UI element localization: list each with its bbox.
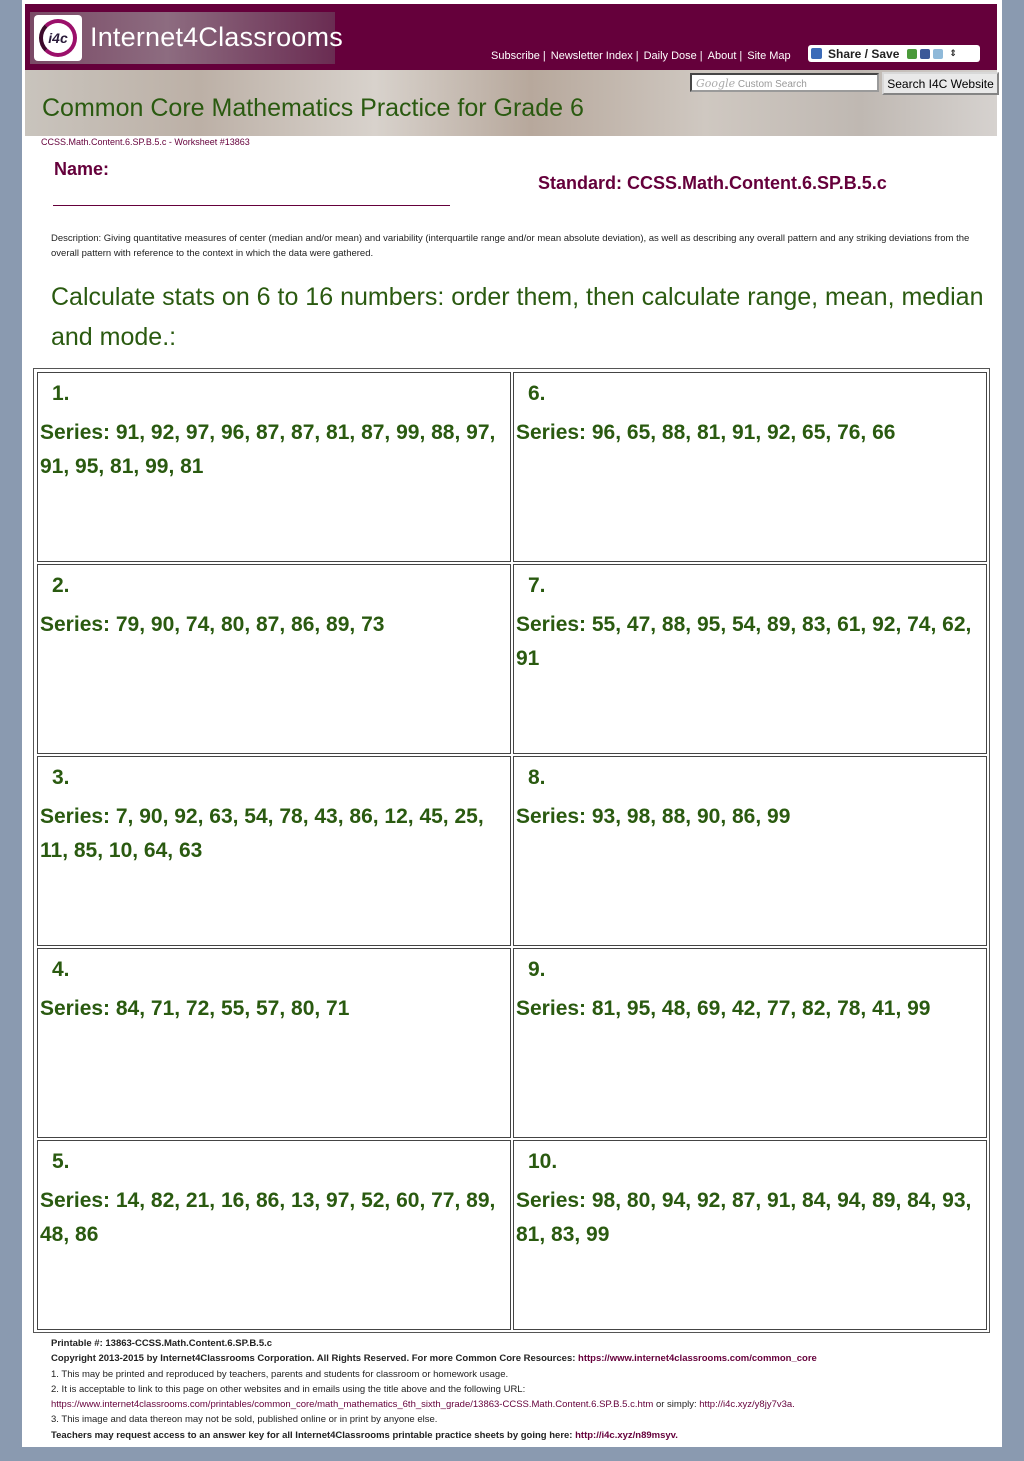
problem-cell: [513, 756, 987, 946]
answer-key-line: [51, 1428, 981, 1443]
answer-key-link[interactable]: http://i4c.xyz/n89msyv.: [575, 1429, 678, 1441]
common-core-link[interactable]: https://www.internet4classrooms.com/common_core: [578, 1353, 817, 1365]
facebook-icon[interactable]: [920, 49, 930, 59]
nav-separator: |: [542, 50, 546, 62]
top-nav: [491, 50, 791, 62]
problem-series: Series: 84, 71, 72, 55, 57, 80, 71: [40, 997, 350, 1020]
problem-cell: [513, 372, 987, 562]
problem-number: 10.: [528, 1150, 558, 1173]
problem-series: Series: 93, 98, 88, 90, 86, 99: [516, 805, 791, 828]
printable-number: Printable #: 13863-CCSS.Math.Content.6.SP.B.5.c: [51, 1338, 273, 1349]
problem-series: Series: 14, 82, 21, 16, 86, 13, 97, 52, 60, 77, 89, 48, 86: [40, 1189, 496, 1246]
worksheet-short-url[interactable]: http://i4c.xyz/y8jy7v3a.: [699, 1399, 795, 1411]
google-logo: Google: [696, 77, 736, 90]
nav-separator: |: [739, 50, 743, 62]
breadcrumb[interactable]: CCSS.Math.Content.6.SP.B.5.c - Worksheet #13863: [41, 137, 250, 147]
problem-cell: [513, 564, 987, 754]
copyright-text: Copyright 2013-2015 by Internet4Classrooms Corporation. All Rights Reserved. For more Common Core Resources:: [51, 1353, 576, 1365]
problem-series: Series: 98, 80, 94, 92, 87, 91, 84, 94, 89, 84, 93, 81, 83, 99: [516, 1189, 972, 1246]
problem-cell: [37, 756, 511, 946]
problem-number: 7.: [528, 574, 546, 597]
problem-number: 5.: [52, 1150, 70, 1173]
nav-daily-dose[interactable]: Daily Dose: [643, 50, 697, 62]
share-save-button[interactable]: [808, 45, 980, 62]
share-save-label: Share / Save: [828, 46, 900, 61]
logo-badge-icon: [34, 15, 82, 61]
nav-site-map[interactable]: Site Map: [747, 50, 791, 62]
problem-number: 2.: [52, 574, 70, 597]
problem-cell: [37, 564, 511, 754]
problem-number: 4.: [52, 958, 70, 981]
url-line: [51, 1397, 981, 1412]
twitter-icon[interactable]: [933, 49, 943, 59]
nav-newsletter-index[interactable]: Newsletter Index: [550, 50, 633, 62]
problem-grid: [33, 368, 990, 1333]
problem-cell: [37, 948, 511, 1138]
problem-cell: [513, 948, 987, 1138]
problem-cell: [37, 1140, 511, 1330]
banner: [25, 70, 997, 136]
problem-cell: [513, 1140, 987, 1330]
problem-series: Series: 7, 90, 92, 63, 54, 78, 43, 86, 12, 45, 25, 11, 85, 10, 64, 63: [40, 805, 484, 862]
logo-text: Internet4Classrooms: [90, 22, 343, 52]
problem-series: Series: 79, 90, 74, 80, 87, 86, 89, 73: [40, 613, 385, 636]
page-title: Common Core Mathematics Practice for Grade 6: [42, 94, 584, 122]
problem-number: 6.: [528, 382, 546, 405]
nav-about[interactable]: About: [707, 50, 737, 62]
name-line: [53, 205, 450, 206]
logo-badge-text: i4c: [39, 19, 77, 57]
search-placeholder: Custom Search: [737, 79, 807, 90]
footer: [51, 1336, 981, 1443]
share-plus-icon: [811, 48, 822, 59]
problem-cell: [37, 372, 511, 562]
usage-note-3: 3. This image and data thereon may not be sold, published online or in print by anyone else.: [51, 1414, 438, 1426]
problem-series: Series: 91, 92, 97, 96, 87, 87, 81, 87, 99, 88, 97, 91, 95, 81, 99, 81: [40, 421, 496, 478]
usage-note-1: 1. This may be printed and reproduced by teachers, parents and students for classroom or homework usage.: [51, 1368, 509, 1380]
problem-series: Series: 55, 47, 88, 95, 54, 89, 83, 61, 92, 74, 62, 91: [516, 613, 972, 670]
problem-number: 3.: [52, 766, 70, 789]
problem-series: Series: 96, 65, 88, 81, 91, 92, 65, 76, 66: [516, 421, 896, 444]
problem-series: Series: 81, 95, 48, 69, 42, 77, 82, 78, 41, 99: [516, 997, 931, 1020]
share-email-icon[interactable]: [907, 49, 917, 59]
search-button[interactable]: Search I4C Website: [882, 72, 999, 95]
search-input[interactable]: [690, 73, 879, 92]
site-logo[interactable]: [30, 12, 343, 64]
description: Description: Giving quantitative measures of center (median and/or mean) and variability (interquartile range and/or mean absolute deviation), as well as describing any overall pattern and any striking deviations from the overall pattern with reference to the context in which the data were gathered.: [51, 233, 970, 259]
share-dropdown-icon[interactable]: ⇕: [949, 48, 957, 58]
instructions: Calculate stats on 6 to 16 numbers: order them, then calculate range, mean, median and mode.:: [51, 283, 984, 351]
problem-number: 1.: [52, 382, 70, 405]
name-label: Name:: [54, 159, 110, 179]
worksheet-long-url[interactable]: https://www.internet4classrooms.com/printables/common_core/math_mathematics_6th_sixth_grade/13863-CCSS.Math.Content.6.SP.B.5.c.htm: [51, 1399, 654, 1411]
usage-note-2: 2. It is acceptable to link to this page on other websites and in emails using the title above and the following URL:: [51, 1383, 526, 1395]
page: [22, 0, 1002, 1447]
problem-number: 9.: [528, 958, 546, 981]
copyright-line: [51, 1351, 981, 1366]
nav-separator: |: [635, 50, 639, 62]
problem-number: 8.: [528, 766, 546, 789]
nav-separator: |: [699, 50, 703, 62]
site-header: [25, 4, 997, 70]
standard-label: Standard: CCSS.Math.Content.6.SP.B.5.c: [538, 173, 887, 193]
nav-subscribe[interactable]: Subscribe: [491, 50, 540, 62]
answer-key-text: Teachers may request access to an answer key for all Internet4Classrooms printable practice sheets by going here:: [51, 1429, 573, 1441]
url-or-text: or simply:: [655, 1399, 697, 1411]
